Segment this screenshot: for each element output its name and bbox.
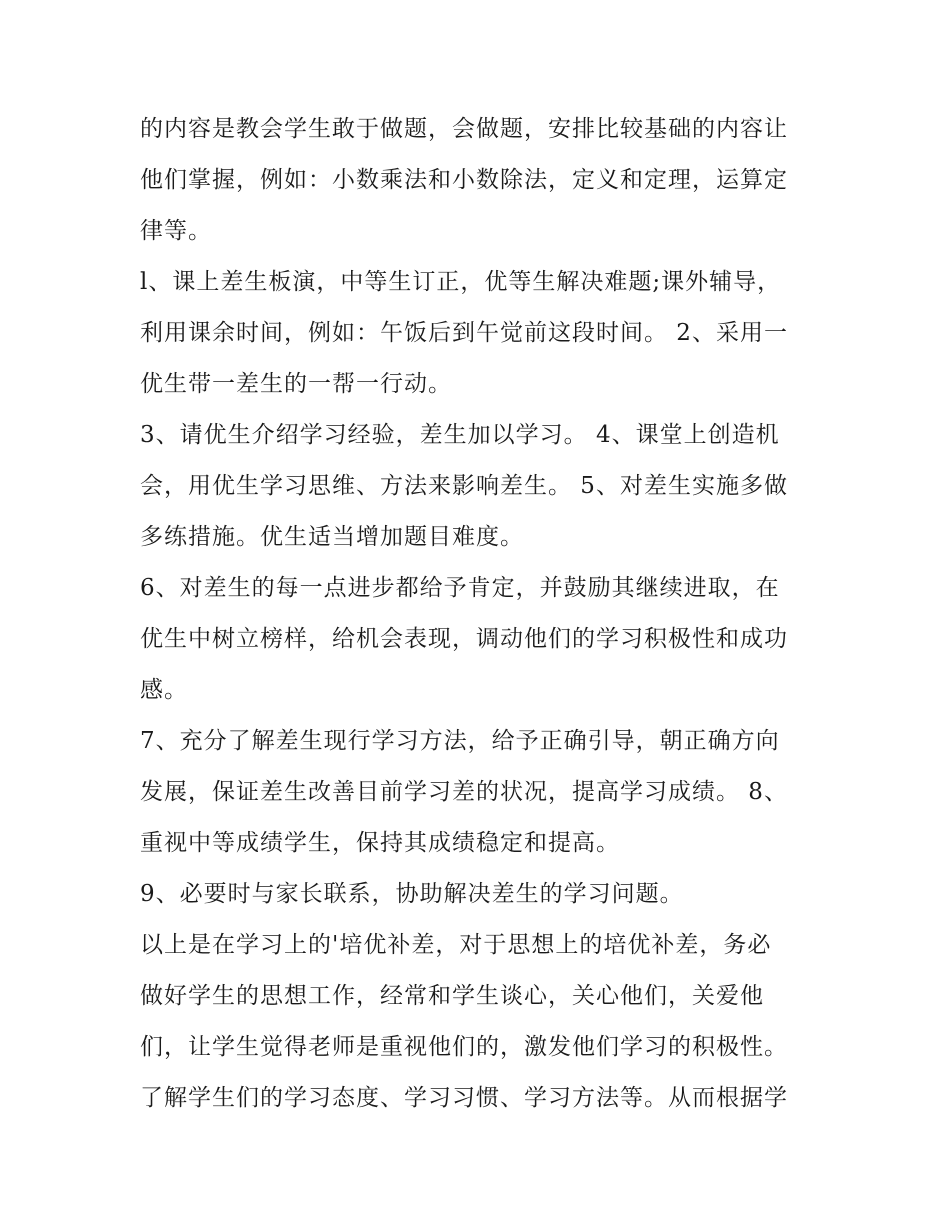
document-body	[140, 104, 820, 1124]
text-line: 6、对差生的每一点进步都给予肯定，并鼓励其继续进取，在	[140, 575, 780, 601]
text-line: 多练措施。优生适当增加题目难度。	[140, 524, 524, 550]
text-line: 的内容是教会学生敢于做题，会做题，安排比较基础的内容让	[140, 116, 788, 142]
text-line: 7、充分了解差生现行学习方法，给予正确引导，朝正确方向	[140, 728, 780, 754]
text-line: 会，用优生学习思维、方法来影响差生。 5、对差生实施多做	[140, 473, 788, 499]
text-line: 做好学生的思想工作，经常和学生谈心，关心他们，关爱他	[140, 983, 764, 1009]
text-line: 3、请优生介绍学习经验，差生加以学习。 4、课堂上创造机	[140, 422, 780, 448]
text-line: l、课上差生板演，中等生订正，优等生解决难题;课外辅导，	[140, 269, 782, 295]
text-line: 优生带一差生的一帮一行动。	[140, 371, 452, 397]
text-line: 重视中等成绩学生，保持其成绩稳定和提高。	[140, 830, 620, 856]
text-line: 了解学生们的学习态度、学习习惯、学习方法等。从而根据学	[140, 1085, 788, 1111]
text-line: 优生中树立榜样，给机会表现，调动他们的学习积极性和成功	[140, 626, 788, 652]
text-line: 律等。	[140, 218, 212, 244]
text-line: 感。	[140, 677, 188, 703]
text-line: 他们掌握，例如：小数乘法和小数除法，定义和定理，运算定	[140, 167, 788, 193]
text-line: 以上是在学习上的'培优补差，对于思想上的培优补差，务必	[140, 932, 772, 958]
text-line: 9、必要时与家长联系，协助解决差生的学习问题。	[140, 881, 684, 907]
text-line: 们，让学生觉得老师是重视他们的，激发他们学习的积极性。	[140, 1034, 788, 1060]
text-line: 利用课余时间，例如：午饭后到午觉前这段时间。 2、采用一	[140, 320, 788, 346]
text-line: 发展，保证差生改善目前学习差的状况，提高学习成绩。 8、	[140, 779, 788, 805]
